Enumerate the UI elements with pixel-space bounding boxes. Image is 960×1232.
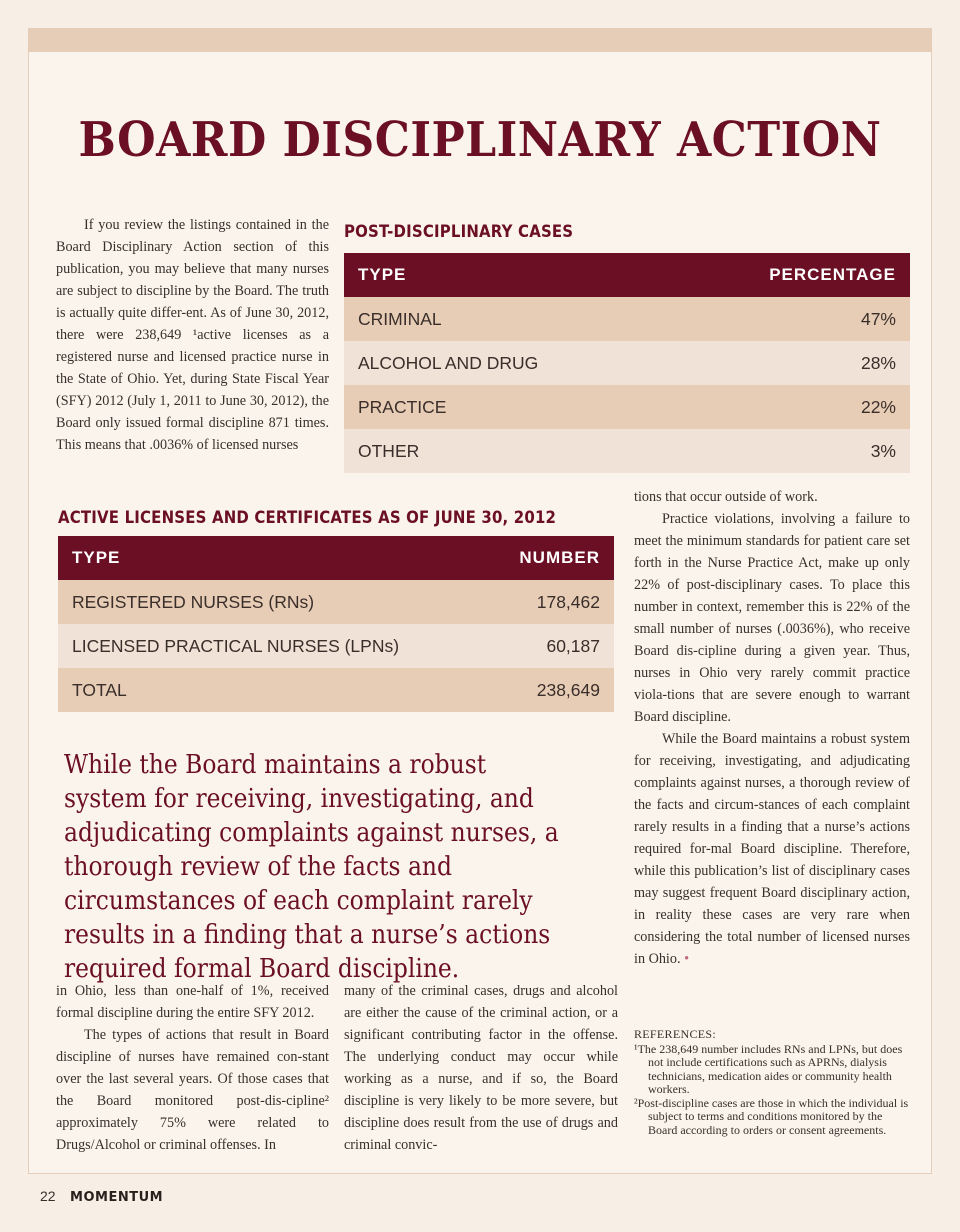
row-value: 60,187 bbox=[484, 624, 614, 668]
column-header-type: TYPE bbox=[344, 253, 669, 297]
paragraph: The types of actions that result in Board discipline of nurses have remained con-stant over the last several years. Of those cases that the Board monitored post-dis-cipline² approximately 75% were related to Drugs/Alcohol or criminal offenses. In bbox=[56, 1027, 329, 1153]
row-value: 47% bbox=[669, 297, 910, 341]
table-row bbox=[344, 297, 910, 341]
intro-column bbox=[56, 214, 329, 456]
column-header-percentage: PERCENTAGE bbox=[669, 253, 910, 297]
right-column bbox=[634, 486, 910, 970]
intro-paragraph: If you review the listings contained in the Board Disciplinary Action section of this publication, you may believe that many nurses are subject to discipline by the Board. The truth is actually quite differ-ent. As of June 30, 2012, there were 238,649 ¹active licenses as a registered nurse and licensed practice nurse in the State of Ohio. Yet, during State Fiscal Year (SFY) 2012 (July 1, 2011 to June 30, 2012), the Board only issued formal discipline 871 times. This means that .0036% of licensed nurses bbox=[56, 217, 329, 453]
paragraph: tions that occur outside of work. bbox=[634, 489, 818, 505]
reference-item: ²Post-discipline cases are those in which the individual is subject to terms and conditions monitored by the Board according to orders or consent agreements. bbox=[634, 1095, 909, 1137]
row-type: OTHER bbox=[344, 429, 669, 473]
paragraph bbox=[634, 728, 910, 970]
paragraph-text: While the Board maintains a robust system for receiving, investigating, and adjudicating complaints against nurses, a thorough review of the facts and circum-stances of each complaint rarely results in a finding that a nurse’s actions required for-mal Board discipline. Therefore, while this publication’s list of disciplinary cases may suggest frequent Board disciplinary action, in reality these cases are very rare when considering the total number of licensed nurses in Ohio. bbox=[634, 731, 910, 967]
references-heading: REFERENCES: bbox=[634, 1027, 716, 1041]
paragraph: many of the criminal cases, drugs and alcohol are either the cause of the criminal action, or a significant contributing factor in the offense. The underlying conduct may occur while working as a nurse, and if so, the Board discipline is very likely to be more severe, but discipline does result from the use of drugs and criminal convic- bbox=[344, 983, 618, 1153]
table-header-row bbox=[344, 253, 910, 297]
header-band bbox=[28, 28, 932, 52]
column-header-type: TYPE bbox=[58, 536, 484, 580]
row-value: 178,462 bbox=[484, 580, 614, 624]
page-number: 22 bbox=[40, 1188, 56, 1204]
active-licenses-title: ACTIVE LICENSES AND CERTIFICATES AS OF JUNE 30, 2012 bbox=[58, 508, 557, 528]
end-bullet-icon: • bbox=[684, 951, 690, 967]
row-type: PRACTICE bbox=[344, 385, 669, 429]
table-row bbox=[58, 580, 614, 624]
row-type: CRIMINAL bbox=[344, 297, 669, 341]
column-header-number: NUMBER bbox=[484, 536, 614, 580]
table-row bbox=[58, 668, 614, 712]
page-title: BOARD DISCIPLINARY ACTION bbox=[78, 112, 882, 168]
row-type: REGISTERED NURSES (RNs) bbox=[58, 580, 484, 624]
row-value: 238,649 bbox=[484, 668, 614, 712]
row-value: 3% bbox=[669, 429, 910, 473]
table-row bbox=[344, 429, 910, 473]
left-bottom-column bbox=[56, 980, 329, 1156]
page-footer bbox=[40, 1188, 163, 1205]
pull-quote: While the Board maintains a robust system for receiving, investigating, and adjudicating complaints against nurses, a thorough review of the facts and circumstances of each complaint rarely results in a finding that a nurse’s actions required formal Board discipline. bbox=[64, 750, 559, 984]
post-disciplinary-title: POST-DISCIPLINARY CASES bbox=[344, 222, 574, 242]
middle-bottom-column bbox=[344, 980, 618, 1156]
table-row bbox=[344, 341, 910, 385]
table-header-row bbox=[58, 536, 614, 580]
row-type: TOTAL bbox=[58, 668, 484, 712]
paragraph: Practice violations, involving a failure to meet the minimum standards for patient care set forth in the Nurse Practice Act, make up only 22% of post-disciplinary cases. To place this number in context, remember this is 22% of the small number of nurses (.0036%), who receive Board dis-cipline during a given year. Thus, nurses in Ohio very rarely commit practice viola-tions that are severe enough to warrant Board discipline. bbox=[634, 511, 910, 725]
post-disciplinary-table bbox=[344, 253, 910, 473]
row-value: 22% bbox=[669, 385, 910, 429]
active-licenses-table bbox=[58, 536, 614, 712]
row-type: LICENSED PRACTICAL NURSES (LPNs) bbox=[58, 624, 484, 668]
table-row bbox=[344, 385, 910, 429]
reference-item: ¹The 238,649 number includes RNs and LPNs, but does not include certifications such as APRNs, dialysis technicians, medication aides or community health workers. bbox=[634, 1041, 903, 1096]
magazine-name: MOMENTUM bbox=[70, 1190, 164, 1205]
row-type: ALCOHOL AND DRUG bbox=[344, 341, 669, 385]
row-value: 28% bbox=[669, 341, 910, 385]
table-row bbox=[58, 624, 614, 668]
paragraph: in Ohio, less than one-half of 1%, received formal discipline during the entire SFY 2012. bbox=[56, 983, 329, 1021]
references bbox=[634, 1028, 910, 1137]
